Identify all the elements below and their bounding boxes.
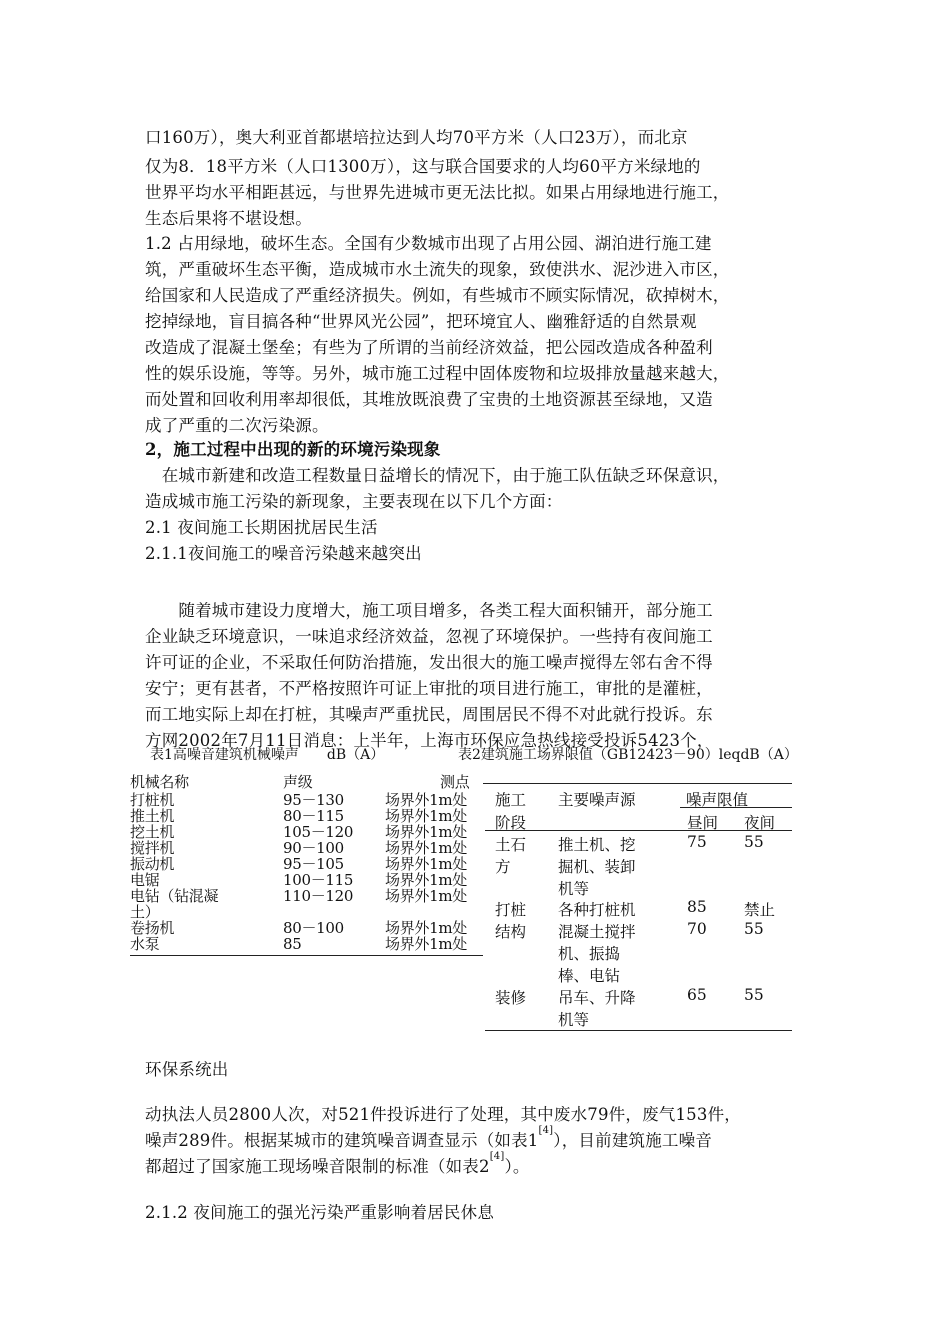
table-row-cell: 装修 <box>495 989 527 1007</box>
table-2-bottom-rule <box>485 1030 792 1031</box>
table-row-cell: 场界外1m处 <box>385 807 467 825</box>
table-row-cell: 110－120 <box>283 887 354 905</box>
table-row-cell: 禁止 <box>744 901 776 919</box>
table-row-cell: 吊车、升降 <box>558 989 636 1007</box>
table-1-header-name: 机械名称 <box>130 773 189 791</box>
table-row-cell: 场界外1m处 <box>385 791 467 809</box>
text-line: 仅为8．18平方米（人口1300万），这与联合国要求的人均60平方米绿地的 <box>145 157 701 176</box>
table-2-header-day: 昼间 <box>687 814 719 832</box>
table-2-header-stage-2: 阶段 <box>495 814 527 832</box>
table-row-cell: 105－120 <box>283 823 354 841</box>
text-line: 筑，严重破坏生态平衡，造成城市水土流失的现象，致使洪水、泥沙进入市区， <box>145 260 730 279</box>
table-2-caption: 表2建筑施工场界限值（GB12423－90）leqdB（A） <box>458 747 798 763</box>
table-row-cell: 场界外1m处 <box>385 823 467 841</box>
table-row-cell: 推土机 <box>130 807 175 825</box>
table-row-cell: 混凝土搅拌 <box>558 923 636 941</box>
text-line: 动执法人员2800人次，对521件投诉进行了处理，其中废水79件，废气153件， <box>145 1105 741 1124</box>
table-row-cell: 电锯 <box>130 871 160 889</box>
text-line: 许可证的企业，不采取任何防治措施，发出很大的施工噪声搅得左邻右舍不得 <box>145 653 713 672</box>
table-row-cell: 打桩机 <box>130 791 175 809</box>
table-row-cell: 65 <box>687 986 707 1004</box>
table-2-header-source: 主要噪声源 <box>558 791 636 809</box>
text-line: 给国家和人民造成了严重经济损失。例如，有些城市不顾实际情况，砍掉树木， <box>145 286 730 305</box>
table-row-cell: 80－115 <box>283 807 344 825</box>
text-line: 性的娱乐设施，等等。另外，城市施工过程中固体废物和垃圾排放量越来越大， <box>145 364 730 383</box>
table-row-cell: 方 <box>495 858 511 876</box>
citation-ref[interactable]: [4] <box>538 1125 554 1136</box>
text-line: 1.2 占用绿地，破坏生态。全国有少数城市出现了占用公园、湖泊进行施工建 <box>145 234 712 253</box>
text-line: 方网2002年7月11日消息：上半年，上海市环保应急热线接受投诉5423个， <box>145 731 714 750</box>
text-line <box>145 1127 712 1151</box>
table-row-cell: 挖土机 <box>130 823 175 841</box>
table-row-cell: 电钻（钻混凝 <box>130 887 219 905</box>
text-line: 世界平均水平相距甚远，与世界先进城市更无法比拟。如果占用绿地进行施工， <box>145 183 730 202</box>
table-1-header-point: 测点 <box>440 773 470 791</box>
table-row-cell: 结构 <box>495 923 527 941</box>
text-span: 都超过了国家施工现场噪音限制的标准（如表2 <box>145 1157 490 1176</box>
text-line: 成了严重的二次污染源。 <box>145 416 329 435</box>
table-row-cell: 100－115 <box>283 871 354 889</box>
text-span: 噪声289件。根据某城市的建筑噪音调查显示（如表1 <box>145 1131 539 1150</box>
table-2-header-night: 夜间 <box>744 814 776 832</box>
table-row-cell: 棒、电钻 <box>558 967 621 985</box>
table-row-cell: 场界外1m处 <box>385 871 467 889</box>
text-line: 安宁；更有甚者，不严格按照许可证上审批的项目进行施工，审批的是灌桩， <box>145 679 713 698</box>
table-2-header-bottom-rule <box>485 830 792 831</box>
section-heading-2: 2，施工过程中出现的新的环境污染现象 <box>145 440 441 459</box>
text-line: 生态后果将不堪设想。 <box>145 209 312 228</box>
table-row-cell: 75 <box>687 833 707 851</box>
table-row-cell: 土石 <box>495 836 527 854</box>
table-2-top-rule <box>485 783 792 784</box>
table-row-cell: 55 <box>744 986 764 1004</box>
table-1-caption: 表1高噪音建筑机械噪声 dB（A） <box>150 747 385 763</box>
table-row-cell: 搅拌机 <box>130 839 175 857</box>
table-row-cell: 机等 <box>558 880 590 898</box>
table-row-cell: 掘机、装卸 <box>558 858 636 876</box>
text-line <box>145 1153 530 1177</box>
table-row-cell: 场界外1m处 <box>385 919 467 937</box>
table-row-cell: 场界外1m处 <box>385 855 467 873</box>
subheading-2-1-1: 2.1.1夜间施工的噪音污染越来越突出 <box>145 544 422 563</box>
env-line: 环保系统出 <box>145 1060 229 1079</box>
table-row-cell: 95－130 <box>283 791 344 809</box>
text-line: 口160万），奥大利亚首都堪培拉达到人均70平方米（人口23万），而北京 <box>145 128 688 147</box>
table-row-cell: 场界外1m处 <box>385 839 467 857</box>
subheading-2-1-2: 2.1.2 夜间施工的强光污染严重影响着居民休息 <box>145 1203 495 1222</box>
text-line: 企业缺乏环境意识，一味追求经济效益，忽视了环境保护。一些持有夜间施工 <box>145 627 713 646</box>
table-row-cell: 振动机 <box>130 855 175 873</box>
table-row-cell: 70 <box>687 920 707 938</box>
table-row-cell: 55 <box>744 920 764 938</box>
text-line: 改造成了混凝土堡垒；有些为了所谓的当前经济效益，把公园改造成各种盈利 <box>145 338 713 357</box>
table-row-cell: 80－100 <box>283 919 344 937</box>
table-row-cell: 机、振捣 <box>558 945 621 963</box>
table-row-cell: 机等 <box>558 1011 590 1029</box>
table-row-cell: 90－100 <box>283 839 344 857</box>
table-2-header-limit: 噪声限值 <box>686 791 749 809</box>
table-row-cell: 打桩 <box>495 901 527 919</box>
text-line: 在城市新建和改造工程数量日益增长的情况下，由于施工队伍缺乏环保意识， <box>145 466 730 485</box>
text-line: 造成城市施工污染的新现象，主要表现在以下几个方面： <box>145 492 563 511</box>
table-row-cell: 85 <box>283 935 302 953</box>
table-2-header-stage-1: 施工 <box>495 791 527 809</box>
text-line: 挖掉绿地，盲目搞各种“世界风光公园”，把环境宜人、幽雅舒适的自然景观 <box>145 312 697 331</box>
text-span: ）。 <box>504 1157 530 1176</box>
text-line: 随着城市建设力度增大，施工项目增多，各类工程大面积铺开，部分施工 <box>145 601 713 620</box>
table-2-header-rule <box>680 807 792 808</box>
table-row-cell: 推土机、挖 <box>558 836 636 854</box>
text-line: 而工地实际上却在打桩，其噪声严重扰民，周围居民不得不对此就行投诉。东 <box>145 705 713 724</box>
table-row-cell: 各种打桩机 <box>558 901 636 919</box>
table-row-cell: 卷扬机 <box>130 919 175 937</box>
text-line: 而处置和回收利用率却很低，其堆放既浪费了宝贵的土地资源甚至绿地，又造 <box>145 390 713 409</box>
table-row-cell: 85 <box>687 898 707 916</box>
text-span: ），目前建筑施工噪音 <box>553 1131 713 1150</box>
table-row-cell: 场界外1m处 <box>385 935 467 953</box>
table-row-cell: 土） <box>130 903 160 921</box>
table-row-cell: 水泵 <box>130 935 160 953</box>
subheading-2-1: 2.1 夜间施工长期困扰居民生活 <box>145 518 378 537</box>
table-row-cell: 95－105 <box>283 855 344 873</box>
table-row-cell: 55 <box>744 833 764 851</box>
table-1-header-level: 声级 <box>283 773 313 791</box>
table-1-bottom-rule <box>130 955 483 956</box>
table-row-cell: 场界外1m处 <box>385 887 467 905</box>
citation-ref[interactable]: [4] <box>489 1151 505 1162</box>
